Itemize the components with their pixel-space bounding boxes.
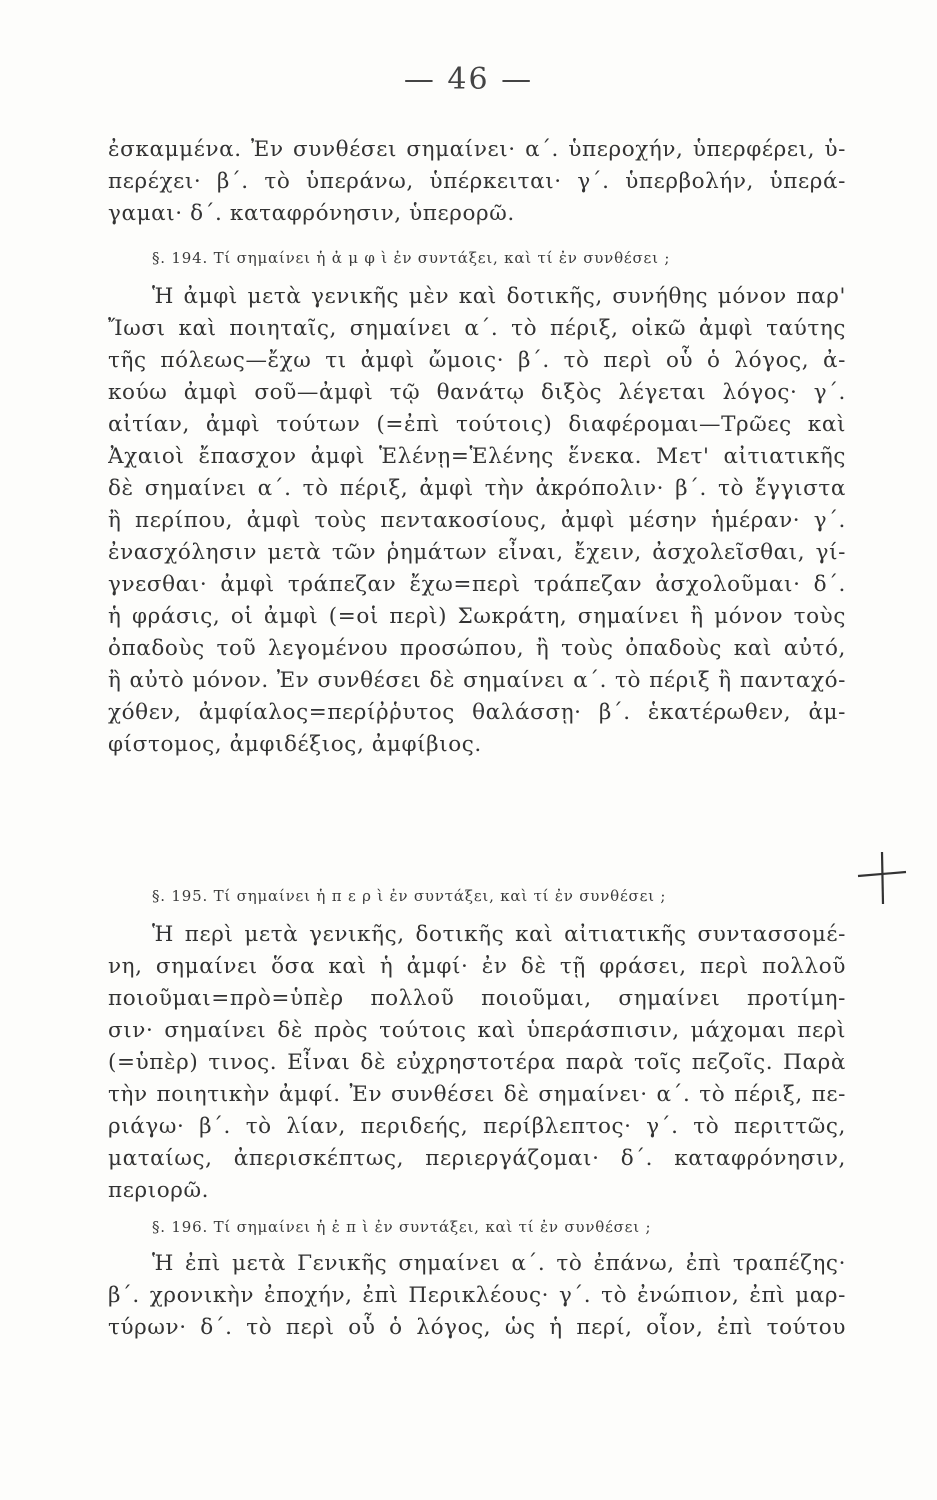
text-line: Ἀχαιοὶ ἔπασχον ἀμφὶ Ἑλένῃ=Ἑλένης ἕνεκα. Μετ' αἰτιατικῆς (108, 444, 846, 469)
text-line: ὀπαδοὺς τοῦ λεγομένου προσώπου, ἢ τοὺς ὀπαδοὺς καὶ αὐτό, (108, 636, 846, 661)
text-line: β΄. χρονικὴν ἐποχήν, ἐπὶ Περικλέους· γ΄. τὸ ἐνώπιον, ἐπὶ μαρ- (108, 1283, 846, 1308)
text-line: αἰτίαν, ἀμφὶ τούτων (=ἐπὶ τούτοις) διαφέρομαι—Τρῶες καὶ (108, 412, 846, 437)
text-line: τὴν ποιητικὴν ἀμφί. Ἐν συνθέσει δὲ σημαίνει· α΄. τὸ πέριξ, πε- (108, 1082, 846, 1107)
text-line: ἡ φράσις, οἱ ἀμφὶ (=οἱ περὶ) Σωκράτη, σημαίνει ἢ μόνον τοὺς (108, 604, 846, 629)
text-line: Ἡ ἀμφὶ μετὰ γενικῆς μὲν καὶ δοτικῆς, συνήθης μόνον παρ' (152, 284, 846, 309)
text-line: ἢ περίπου, ἀμφὶ τοὺς πεντακοσίους, ἀμφὶ μέσην ἡμέραν· γ΄. (108, 508, 846, 533)
text-line: Ἴωσι καὶ ποιηταῖς, σημαίνει α΄. τὸ πέριξ, οἰκῶ ἀμφὶ ταύτης (108, 316, 846, 341)
page-number: — 46 — (403, 62, 534, 97)
text-line: δὲ σημαίνει α΄. τὸ πέριξ, ἀμφὶ τὴν ἀκρόπολιν· β΄. τὸ ἔγγιστα (108, 476, 846, 501)
text-line: Ἡ περὶ μετὰ γενικῆς, δοτικῆς καὶ αἰτιατικῆς συντασσομέ- (152, 922, 846, 947)
section-body-195 (108, 919, 846, 1207)
text-line: χόθεν, ἀμφίαλος=περίῤῥυτος θαλάσσῃ· β΄. ἑκατέρωθεν, ἀμ- (108, 700, 846, 725)
text-line: τύρων· δ΄. τὸ περὶ οὗ ὁ λόγος, ὡς ἡ περί, οἷον, ἐπὶ τούτου (108, 1315, 846, 1340)
text-line: σιν· σημαίνει δὲ πρὸς τούτοις καὶ ὑπεράσπισιν, μάχομαι περὶ (108, 1018, 846, 1043)
text-line: ἐσκαμμένα. Ἐν συνθέσει σημαίνει· α΄. ὑπεροχήν, ὑπερφέρει, ὑ- (108, 137, 846, 162)
section-heading-194: §. 194. Τί σημαίνει ἡ ἀ μ φ ὶ ἐν συντάξει, καὶ τί ἐν συνθέσει ; (152, 249, 671, 267)
section-heading-195: §. 195. Τί σημαίνει ἡ π ε ρ ὶ ἐν συντάξει, καὶ τί ἐν συνθέσει ; (152, 887, 667, 905)
text-line: γνεσθαι· ἀμφὶ τράπεζαν ἔχω=περὶ τράπεζαν ἀσχολοῦμαι· δ΄. (108, 572, 846, 597)
text-line: ριάγω· β΄. τὸ λίαν, περιδεής, περίβλεπτος· γ΄. τὸ περιττῶς, (108, 1114, 846, 1139)
text-block-intro (108, 134, 846, 230)
section-body-194 (108, 281, 846, 761)
text-line: ἐνασχόλησιν μετὰ τῶν ῥημάτων εἶναι, ἔχειν, ἀσχολεῖσθαι, γί- (108, 540, 846, 565)
text-line: ματαίως, ἀπερισκέπτως, περιεργάζομαι· δ΄. καταφρόνησιν, (108, 1146, 846, 1171)
text-line: φίστομος, ἀμφιδέξιος, ἀμφίβιος. (108, 732, 482, 757)
section-body-196 (108, 1248, 846, 1344)
text-line: γαμαι· δ΄. καταφρόνησιν, ὑπερορῶ. (108, 201, 515, 226)
text-line: περιορῶ. (108, 1178, 210, 1203)
text-line: κούω ἀμφὶ σοῦ—ἀμφὶ τῷ θανάτῳ διξὸς λέγεται λόγος· γ΄. (108, 380, 846, 405)
text-line: Ἡ ἐπὶ μετὰ Γενικῆς σημαίνει α΄. τὸ ἐπάνω, ἐπὶ τραπέζης· (152, 1251, 846, 1276)
text-line: ποιοῦμαι=πρὸ=ὑπὲρ πολλοῦ ποιοῦμαι, σημαίνει προτίμη- (108, 986, 846, 1011)
text-line: τῆς πόλεως—ἔχω τι ἀμφὶ ὤμοις· β΄. τὸ περὶ οὗ ὁ λόγος, ἀ- (108, 348, 846, 373)
text-line: (=ὑπὲρ) τινος. Εἶναι δὲ εὐχρηστοτέρα παρὰ τοῖς πεζοῖς. Παρὰ (108, 1050, 846, 1075)
text-line: νη, σημαίνει ὅσα καὶ ἡ ἀμφί· ἐν δὲ τῇ φράσει, περὶ πολλοῦ (108, 954, 846, 979)
section-heading-196: §. 196. Τί σημαίνει ἡ ἐ π ὶ ἐν συντάξει, καὶ τί ἐν συνθέσει ; (152, 1218, 652, 1236)
text-line: περέχει· β΄. τὸ ὑπεράνω, ὑπέρκειται· γ΄. ὑπερβολήν, ὑπερά- (108, 169, 846, 194)
text-line: ἢ αὐτὸ μόνον. Ἐν συνθέσει δὲ σημαίνει α΄. τὸ πέριξ ἢ πανταχό- (108, 668, 846, 693)
